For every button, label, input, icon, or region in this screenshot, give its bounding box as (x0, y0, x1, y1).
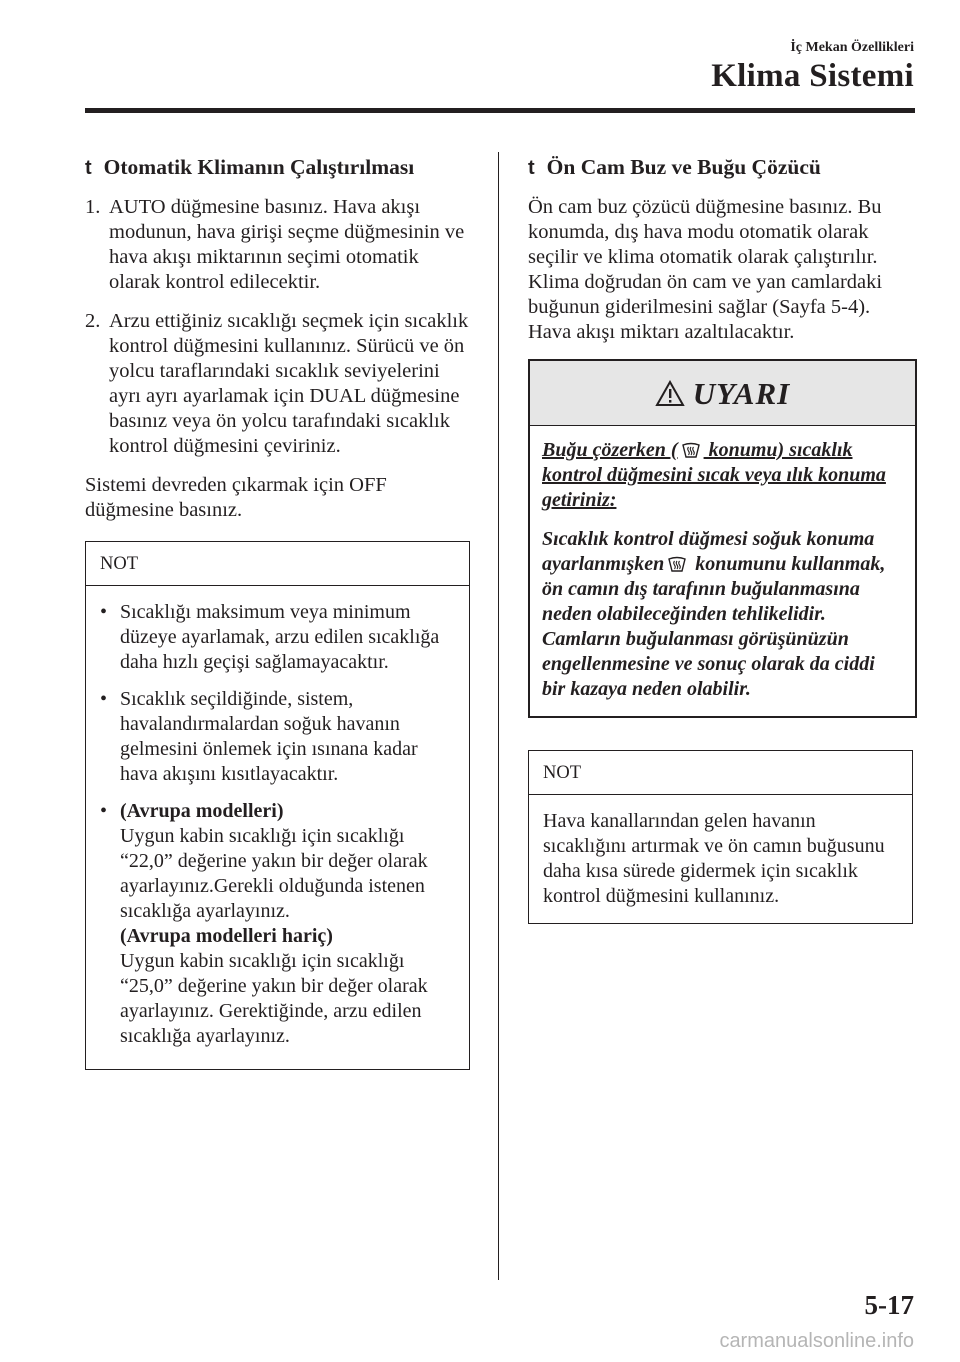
step-item (85, 309, 470, 459)
note-body (86, 586, 469, 1069)
region-text-europe: Uygun kabin sıcaklığı için sıcaklığı “22,0” değerine yakın bir değer olarak ayarlayınız.Gerekli olduğunda istenen sıcaklığa ayarlayınız. (120, 825, 428, 922)
note-box (528, 750, 913, 924)
note-title: NOT (529, 751, 912, 795)
header-rule (85, 108, 915, 113)
warning-header (530, 361, 915, 426)
step-item (85, 195, 470, 295)
heading-marker: t (528, 157, 535, 179)
watermark-site: carmanualsonline.info (719, 1330, 914, 1352)
note-bullet (100, 600, 455, 675)
bullet-text: Sıcaklık seçildiğinde, sistem, havalandırmalardan soğuk havanın gelmesini önlemek için ısınana kadar hava akışını kısıtlayacaktır. (120, 688, 418, 785)
note-bullet (100, 687, 455, 787)
defroster-heading (528, 155, 913, 181)
warning-text-end: konumunu kullanmak, ön camın dış tarafının buğulanmasına neden olabileceğinden tehlikelidir. Camların buğulanması görüşünüzün engellenmesine ve sonuç olarak da ciddi bir kazaya neden olabilir. (542, 553, 886, 700)
left-column (85, 155, 470, 1070)
warning-box (528, 359, 917, 718)
step-number: 2. (85, 310, 101, 332)
warning-emphasis-start: Buğu çözerken ( (542, 439, 678, 461)
warning-text (542, 527, 903, 702)
note-bullet (100, 799, 455, 1049)
region-text-non-europe: Uygun kabin sıcaklığı için sıcaklığı “25,0” değerine yakın bir değer olarak ayarlayınız. Gerektiğinde, arzu edilen sıcaklığa ayarlayınız. (120, 950, 428, 1047)
bullet-text (120, 799, 455, 1049)
windshield-defrost-icon (681, 441, 701, 459)
bullet-text: Sıcaklığı maksimum veya minimum düzeye ayarlamak, arzu edilen sıcaklığa daha hızlı geçişi sağlamayacaktır. (120, 601, 440, 673)
note-body: Hava kanallarından gelen havanın sıcaklığını artırmak ve ön camın buğusunu daha kısa sürede gidermek için sıcaklık kontrol düğmesini kullanınız. (543, 810, 885, 907)
warning-body (530, 426, 915, 716)
warning-emphasis (542, 438, 903, 513)
warning-emphasis-end: konumu) sıcaklık kontrol düğmesini sıcak veya ılık konuma getiriniz: (542, 439, 886, 511)
warning-triangle-icon (655, 380, 685, 407)
section-title: İç Mekan Özellikleri (790, 40, 914, 55)
heading-text: Otomatik Klimanın Çalıştırılması (103, 155, 415, 179)
warning-title: UYARI (692, 375, 791, 411)
note-box (85, 541, 470, 1070)
auto-climate-heading (85, 155, 470, 181)
bullet-dot: • (100, 688, 108, 710)
step-text: Arzu ettiğiniz sıcaklığı seçmek için sıcaklık kontrol düğmesini kullanınız. Sürücü ve ön yolcu taraflarındaki sıcaklık seviyelerini ayrı ayrı ayarlamak için DUAL düğmesine basınız veya ön yolcu tarafındaki sıcaklık kontrol düğmesini çeviriniz. (109, 310, 469, 457)
note-title: NOT (86, 542, 469, 586)
region-title-non-europe: (Avrupa modelleri hariç) (120, 925, 333, 947)
page-number: 5-17 (864, 1290, 914, 1320)
defroster-intro: Ön cam buz çözücü düğmesine basınız. Bu konumda, dış hava modu otomatik olarak seçilir ve klima otomatik olarak çalıştırılır. Klima doğrudan ön cam ve yan camlardaki buğunun giderilmesini sağlar (Sayfa 5-4). Hava akışı miktarı azaltılacaktır. (528, 196, 883, 343)
right-column (528, 155, 913, 924)
off-instruction: Sistemi devreden çıkarmak için OFF düğmesine basınız. (85, 474, 387, 521)
region-title-europe: (Avrupa modelleri) (120, 800, 284, 822)
bullet-dot: • (100, 800, 108, 822)
step-text: AUTO düğmesine basınız. Hava akışı modunun, hava girişi seçme düğmesinin ve hava akışı miktarının seçimi otomatik olarak kontrol edilecektir. (109, 196, 465, 293)
bullet-dot: • (100, 601, 108, 623)
column-divider (498, 152, 499, 1280)
heading-marker: t (85, 157, 92, 179)
windshield-defrost-icon (667, 555, 687, 573)
step-number: 1. (85, 196, 101, 218)
heading-text: Ön Cam Buz ve Buğu Çözücü (546, 155, 821, 179)
chapter-title: Klima Sistemi (711, 58, 914, 94)
warning-text-start: Sıcaklık kontrol düğmesi soğuk konuma ayarlanmışken (542, 528, 875, 575)
